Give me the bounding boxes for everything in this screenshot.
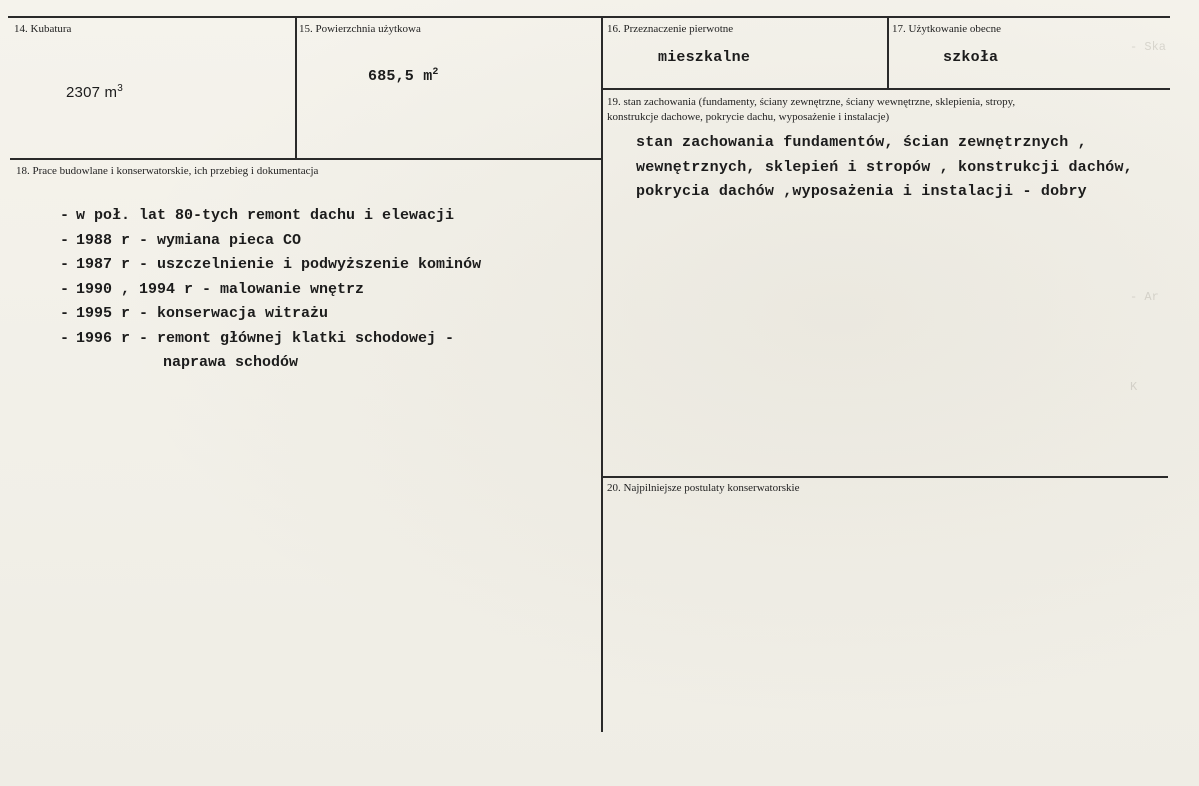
list-item: - 1988 r - wymiana pieca CO [60, 231, 302, 249]
field-14-label: 14. Kubatura [14, 23, 72, 35]
area-unit-exponent: 2 [432, 67, 439, 78]
list-item: - 1996 r - remont głównej klatki schodowej - [60, 329, 455, 347]
volume-unit-exponent: 3 [117, 83, 123, 94]
field-15-value [368, 68, 439, 85]
list-item-text: 1996 r - remont głównej klatki schodowej - [76, 329, 455, 347]
field-16-label: 16. Przeznaczenie pierwotne [607, 23, 734, 35]
field-20-label: 20. Najpilniejsze postulaty konserwatorskie [607, 482, 800, 494]
field-19-label-line2: konstrukcje dachowe, pokrycie dachu, wyposażenie i instalacje) [607, 111, 890, 123]
field-19-label-line1: 19. stan zachowania (fundamenty, ściany zewnętrzne, ściany wewnętrzne, sklepienia, stropy, [607, 96, 1016, 108]
list-item-text: 1988 r - wymiana pieca CO [76, 231, 302, 249]
divider-v-right [887, 17, 889, 89]
list-item-text: 1995 r - konserwacja witrażu [76, 305, 329, 322]
field-14-value [66, 84, 123, 101]
field-19-text-line1: stan zachowania fundamentów, ścian zewnętrznych , [636, 134, 1087, 151]
works-list [60, 204, 481, 376]
field-19-text-line3: pokrycia dachów ,wyposażenia i instalacji - dobry [636, 183, 1087, 200]
list-item-continuation [60, 351, 481, 376]
list-item-text: 1990 , 1994 r - malowanie wnętrz [76, 280, 365, 298]
field-16-value: mieszkalne [658, 49, 751, 66]
field-17-value: szkoła [943, 49, 999, 66]
bleed-through-text: - Ar [1130, 290, 1159, 304]
rule-left-middle [10, 158, 602, 160]
divider-v-left [295, 17, 297, 159]
list-item: - 1990 , 1994 r - malowanie wnętrz [60, 280, 365, 298]
bleed-through-text: - Ska [1130, 40, 1167, 54]
list-item: - w poł. lat 80-tych remont dachu i elewacji [60, 207, 455, 224]
rule-19-20 [602, 476, 1168, 478]
area-value: 685,5 m [368, 68, 433, 85]
list-item-text: 1987 r - uszczelnienie i podwyższenie kominów [76, 256, 482, 273]
list-item-text: w poł. lat 80-tych remont dachu i elewacji [76, 207, 455, 224]
volume-value: 2307 m [66, 84, 118, 101]
field-18-label: 18. Prace budowlane i konserwatorskie, ich przebieg i dokumentacja [16, 165, 319, 177]
list-item: - 1987 r - uszczelnienie i podwyższenie kominów [60, 256, 482, 273]
list-item-continuation-text: naprawa schodów [163, 354, 299, 371]
field-17-label: 17. Użytkowanie obecne [892, 23, 1002, 35]
rule-16-17-bottom [602, 88, 1170, 90]
list-item: - 1995 r - konserwacja witrażu [60, 305, 329, 322]
divider-v-center [601, 17, 603, 732]
top-rule [8, 16, 1170, 18]
bleed-through-text: K [1130, 380, 1138, 394]
field-19-text-line2: wewnętrznych, sklepień i stropów , konstrukcji dachów, [636, 159, 1133, 176]
field-15-label: 15. Powierzchnia użytkowa [299, 23, 421, 35]
